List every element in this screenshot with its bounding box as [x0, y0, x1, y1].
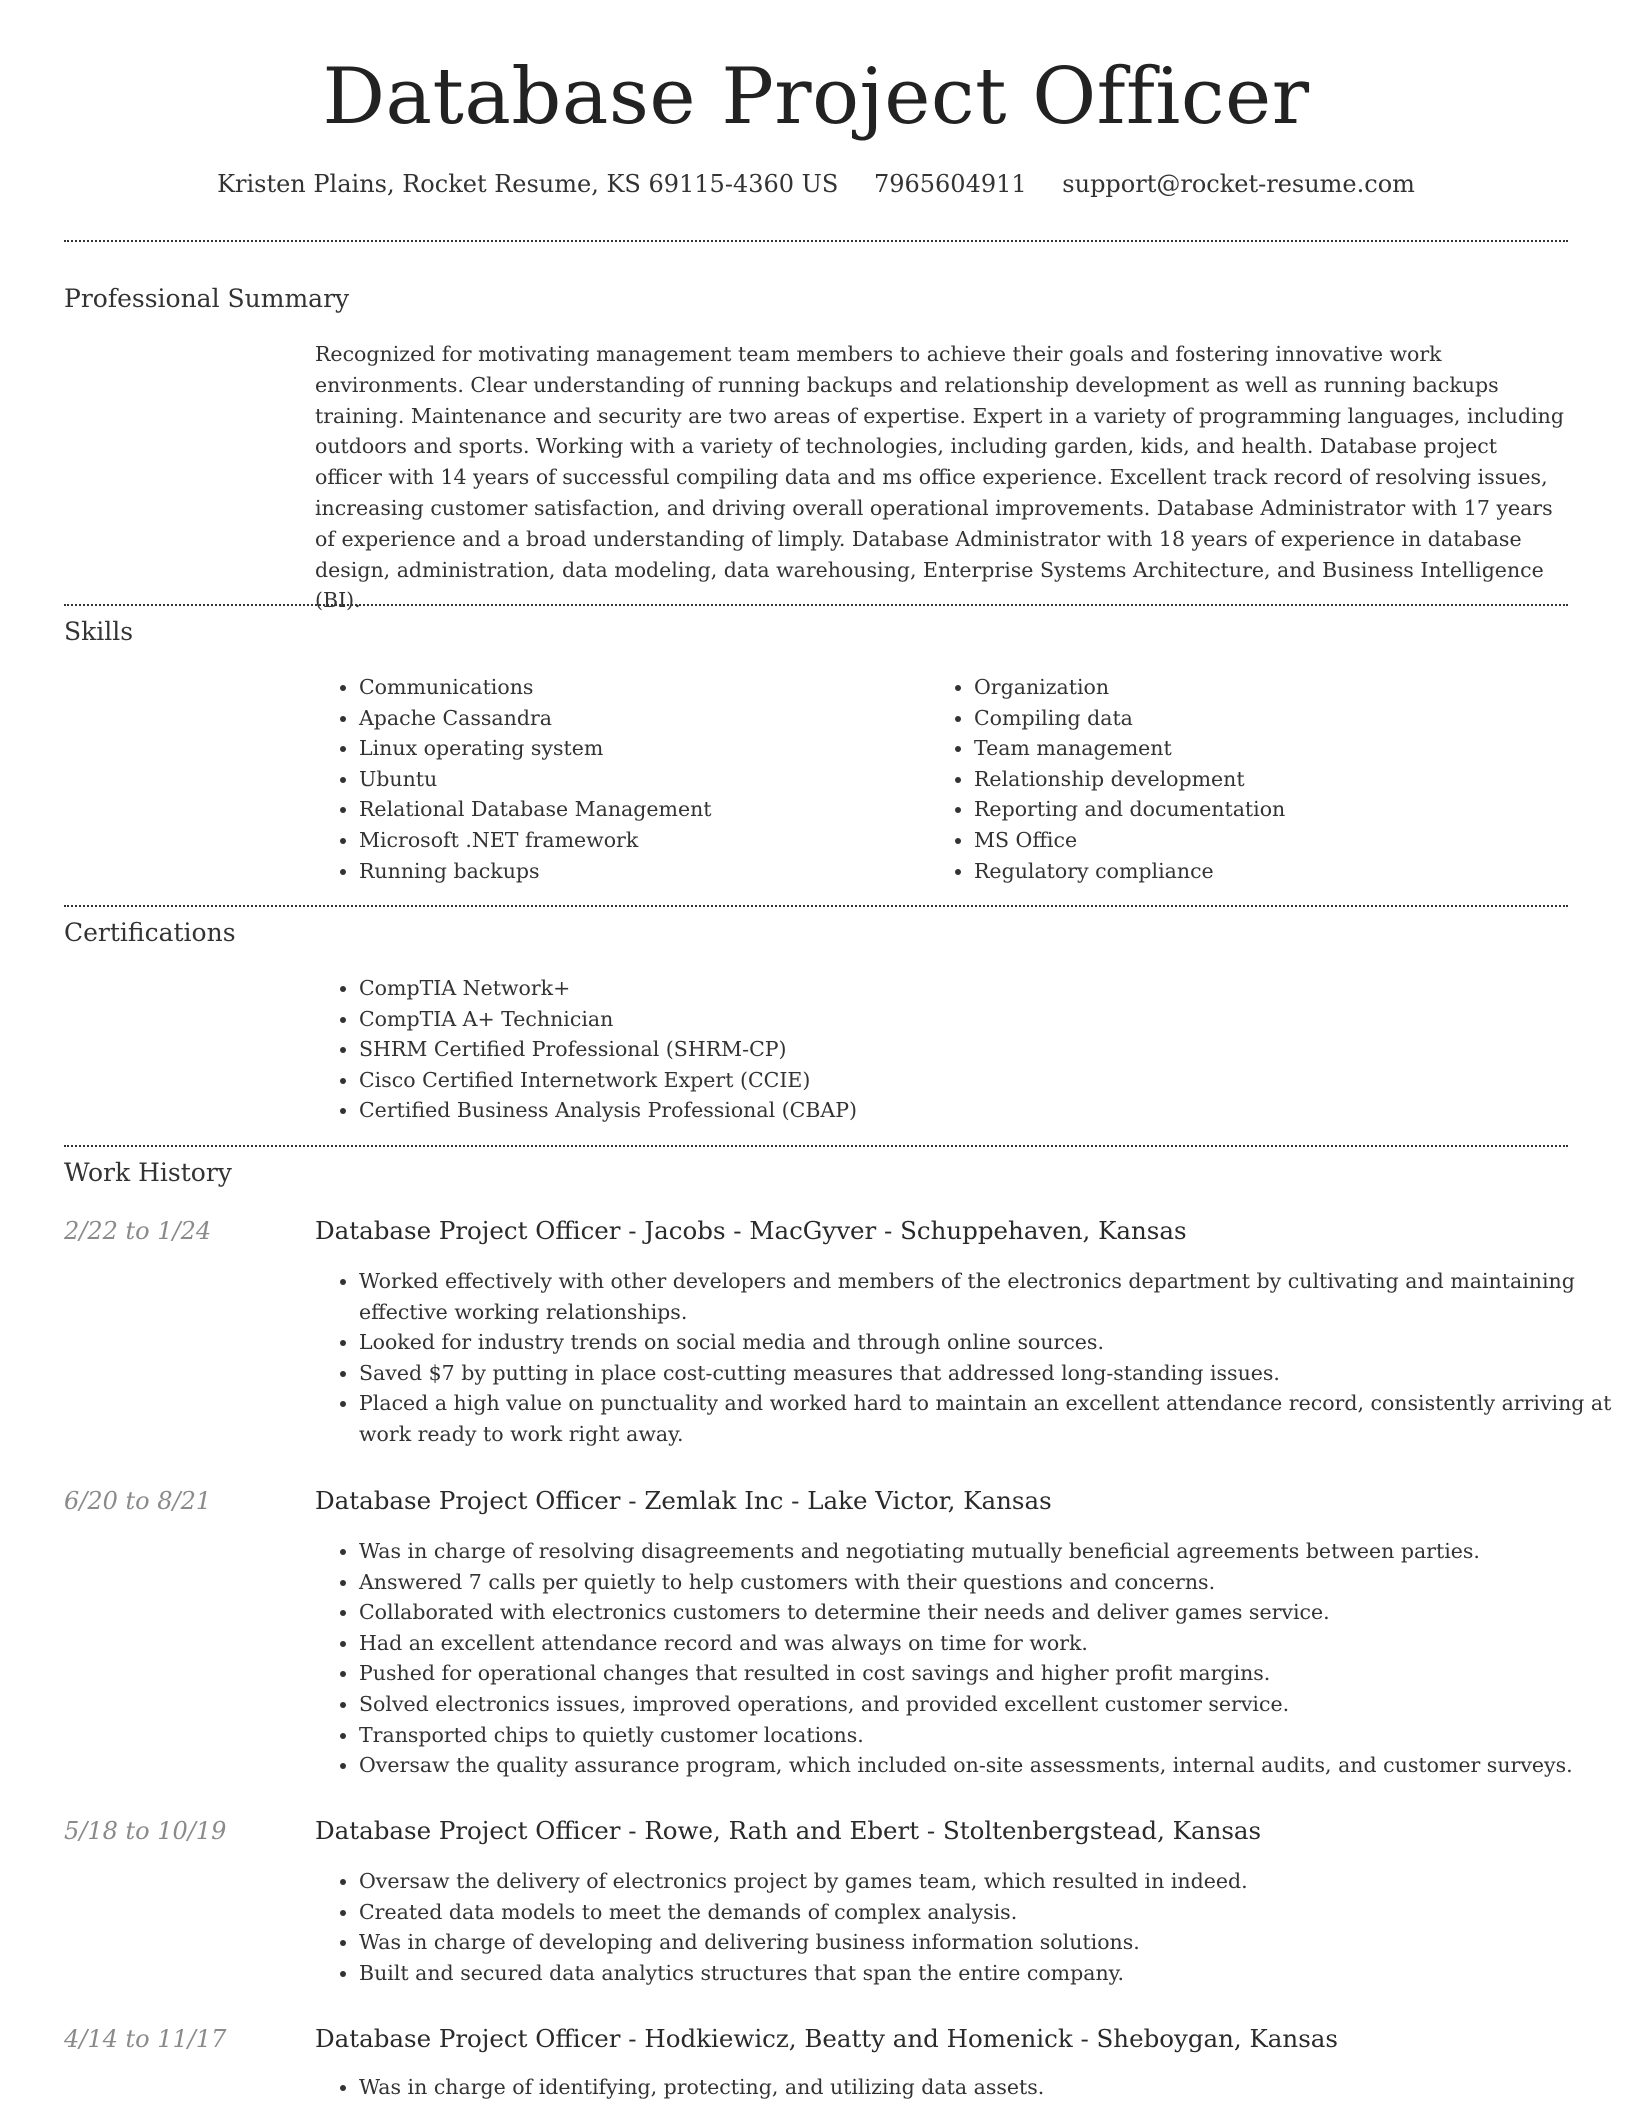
list-item: • Worked effectively with other developers and members of the electronics department by cultivating and maintaining effective working relationships. — [359, 1266, 1612, 1327]
section-title-skills: Skills — [64, 617, 134, 646]
job-bullets — [315, 1536, 1612, 1781]
divider — [64, 905, 1568, 907]
list-item: • Was in charge of developing and delivering business information solutions. — [359, 1927, 1612, 1958]
list-item: • Created data models to meet the demands of complex analysis. — [359, 1897, 1612, 1928]
list-item: • Looked for industry trends on social media and through online sources. — [359, 1327, 1612, 1358]
contact-email: support@rocket-resume.com — [1062, 170, 1415, 198]
section-title-work-history: Work History — [64, 1158, 232, 1187]
list-item: • Organization — [974, 672, 1574, 703]
list-item: • Was in charge of identifying, protecting, and utilizing data assets. — [359, 2072, 1612, 2103]
list-item: • Running backups — [359, 856, 929, 887]
job-bullets — [315, 1266, 1612, 1450]
certifications-list — [315, 973, 1559, 1126]
list-item: • Ubuntu — [359, 764, 929, 795]
skills-list-right — [930, 672, 1574, 886]
job-title: Database Project Officer - Hodkiewicz, Beatty and Homenick - Sheboygan, Kansas — [315, 2024, 1338, 2053]
list-item: • SHRM Certified Professional (SHRM-CP) — [359, 1034, 1559, 1065]
skills-list-left — [315, 672, 929, 886]
list-item: • Relationship development — [974, 764, 1574, 795]
job-dates: 5/18 to 10/19 — [64, 1817, 227, 1845]
list-item: • Compiling data — [974, 703, 1574, 734]
job-bullets — [315, 1866, 1612, 1988]
list-item: • Oversaw the quality assurance program, which included on-site assessments, internal audits, and customer surveys. — [359, 1750, 1612, 1781]
list-item: • Pushed for operational changes that resulted in cost savings and higher profit margins. — [359, 1658, 1612, 1689]
job-dates: 6/20 to 8/21 — [64, 1487, 212, 1515]
job-title: Database Project Officer - Jacobs - MacGyver - Schuppehaven, Kansas — [315, 1216, 1187, 1245]
list-item: • Oversaw the delivery of electronics project by games team, which resulted in indeed. — [359, 1866, 1612, 1897]
list-item: • Team management — [974, 733, 1574, 764]
list-item: • Reporting and documentation — [974, 794, 1574, 825]
list-item: • Microsoft .NET framework — [359, 825, 929, 856]
list-item: • Answered 7 calls per quietly to help customers with their questions and concerns. — [359, 1567, 1612, 1598]
list-item: • MS Office — [974, 825, 1574, 856]
divider — [64, 1145, 1568, 1147]
list-item: • Cisco Certified Internetwork Expert (CCIE) — [359, 1065, 1559, 1096]
list-item: • Relational Database Management — [359, 794, 929, 825]
list-item: • Linux operating system — [359, 733, 929, 764]
list-item: • Regulatory compliance — [974, 856, 1574, 887]
list-item: • Communications — [359, 672, 929, 703]
contact-phone: 7965604911 — [873, 170, 1027, 198]
job-title: Database Project Officer - Zemlak Inc - Lake Victor, Kansas — [315, 1486, 1052, 1515]
resume-name: Database Project Officer — [322, 52, 1310, 142]
job-dates: 4/14 to 11/17 — [64, 2025, 227, 2053]
section-title-certifications: Certifications — [64, 918, 236, 947]
list-item: • Solved electronics issues, improved operations, and provided excellent customer service. — [359, 1689, 1612, 1720]
list-item: • Collaborated with electronics customers to determine their needs and deliver games service. — [359, 1597, 1612, 1628]
list-item: • Transported chips to quietly customer locations. — [359, 1720, 1612, 1751]
contact-line — [0, 170, 1632, 198]
list-item: • CompTIA A+ Technician — [359, 1004, 1559, 1035]
contact-address: Kristen Plains, Rocket Resume, KS 69115-4360 US — [217, 170, 839, 198]
list-item: • Certified Business Analysis Professional (CBAP) — [359, 1095, 1559, 1126]
list-item: • Saved $7 by putting in place cost-cutting measures that addressed long-standing issues. — [359, 1358, 1612, 1389]
job-dates: 2/22 to 1/24 — [64, 1217, 212, 1245]
list-item: • Was in charge of resolving disagreements and negotiating mutually beneficial agreements between parties. — [359, 1536, 1612, 1567]
list-item: • Had an excellent attendance record and was always on time for work. — [359, 1628, 1612, 1659]
summary-text: Recognized for motivating management team members to achieve their goals and fostering innovative work environments. Clear understanding of running backups and relationship development as well as running backups training. Maintenance and security are two areas of expertise. Expert in a variety of programming languages, including outdoors and sports. Working with a variety of technologies, including garden, kids, and health. Database project officer with 14 years of successful compiling data and ms office experience. Excellent track record of resolving issues, increasing customer satisfaction, and driving overall operational improvements. Database Administrator with 17 years of experience and a broad understanding of limply. Database Administrator with 18 years of experience in database design, administration, data modeling, data warehousing, Enterprise Systems Architecture, and Business Intelligence (BI). — [315, 342, 1564, 613]
list-item: • Built and secured data analytics structures that span the entire company. — [359, 1958, 1612, 1989]
list-item: • CompTIA Network+ — [359, 973, 1559, 1004]
job-bullets — [315, 2072, 1612, 2103]
section-title-summary: Professional Summary — [64, 284, 350, 313]
list-item: • Apache Cassandra — [359, 703, 929, 734]
list-item: • Placed a high value on punctuality and worked hard to maintain an excellent attendance record, consistently arriving at work ready to work right away. — [359, 1388, 1612, 1449]
divider — [64, 240, 1568, 242]
job-title: Database Project Officer - Rowe, Rath and Ebert - Stoltenbergstead, Kansas — [315, 1816, 1262, 1845]
divider — [64, 604, 1568, 606]
